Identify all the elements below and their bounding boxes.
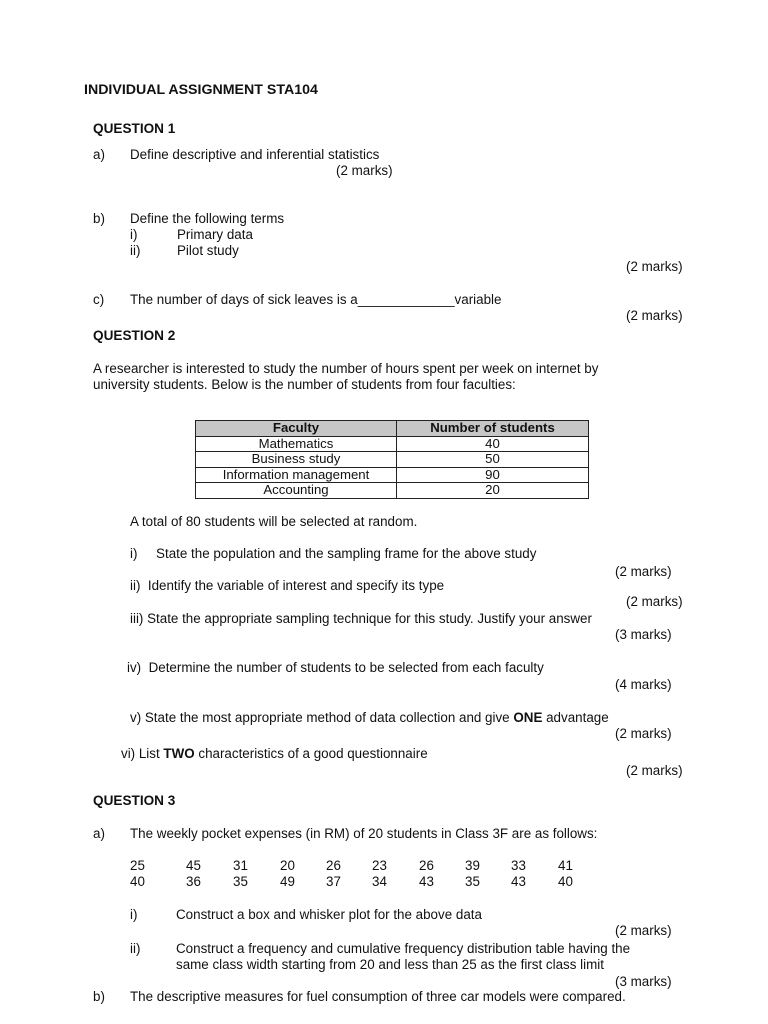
- data-value: 49: [280, 874, 295, 889]
- q2-intro-line-2: university students. Below is the number of students from four faculties:: [93, 377, 516, 392]
- q3-i-label: i): [130, 907, 138, 922]
- data-value: 37: [326, 874, 341, 889]
- q2-intro-line-1: A researcher is interested to study the number of hours spent per week on internet by: [93, 361, 599, 376]
- table-cell-count: 50: [397, 452, 589, 468]
- data-value: 45: [186, 858, 201, 873]
- q1-b-marks: (2 marks): [626, 259, 683, 274]
- q1-c-marks: (2 marks): [626, 308, 683, 323]
- data-value: 26: [419, 858, 434, 873]
- data-value: 33: [511, 858, 526, 873]
- q2-vi-text-end: characteristics of a good questionnaire: [194, 746, 428, 761]
- q2-iii-text: iii) State the appropriate sampling technique for this study. Justify your answer: [130, 611, 592, 626]
- q2-total-text: A total of 80 students will be selected at random.: [130, 514, 418, 529]
- q1-c-text: The number of days of sick leaves is a_____________variable: [130, 292, 502, 307]
- q1-b-ii-label: ii): [130, 243, 141, 258]
- q2-iv-marks: (4 marks): [615, 677, 672, 692]
- table-cell-count: 20: [397, 483, 589, 499]
- q3-a-text: The weekly pocket expenses (in RM) of 20 students in Class 3F are as follows:: [130, 826, 598, 841]
- data-value: 40: [558, 874, 573, 889]
- data-value: 40: [130, 874, 145, 889]
- q3-b-text: The descriptive measures for fuel consumption of three car models were compared.: [130, 989, 626, 1004]
- q3-b-label: b): [93, 989, 105, 1004]
- q1-b-text: Define the following terms: [130, 211, 285, 226]
- q3-a-label: a): [93, 826, 105, 841]
- q2-vi-marks: (2 marks): [626, 763, 683, 778]
- data-value: 25: [130, 858, 145, 873]
- table-header-row: [196, 421, 589, 437]
- q2-iii-marks: (3 marks): [615, 627, 672, 642]
- q2-v-text-end: advantage: [542, 710, 609, 725]
- q1-b-i-text: Primary data: [177, 227, 253, 242]
- q3-ii-label: ii): [130, 941, 141, 956]
- q2-vi-text: [121, 747, 428, 760]
- q1-b-i-label: i): [130, 227, 138, 242]
- table-header-number-of-students: Number of students: [397, 421, 589, 437]
- q3-ii-line-1: Construct a frequency and cumulative frequency distribution table having the: [176, 941, 631, 956]
- data-value: 34: [372, 874, 387, 889]
- question-3-heading: QUESTION 3: [93, 793, 176, 808]
- q1-a-text: Define descriptive and inferential statistics: [130, 147, 380, 162]
- question-1-heading: QUESTION 1: [93, 121, 176, 136]
- data-value: 23: [372, 858, 387, 873]
- q2-v-text-start: v) State the most appropriate method of data collection and give: [130, 710, 514, 725]
- table-cell-faculty: Mathematics: [196, 436, 397, 452]
- q2-v-emphasis: ONE: [513, 710, 543, 725]
- data-value: 26: [326, 858, 341, 873]
- q2-v-text: [130, 711, 609, 724]
- table-row: [196, 452, 589, 468]
- q3-ii-marks: (3 marks): [615, 974, 672, 989]
- q2-ii-text: ii) Identify the variable of interest and specify its type: [130, 578, 445, 593]
- q2-vi-emphasis: TWO: [163, 746, 195, 761]
- table-cell-faculty: Information management: [196, 467, 397, 483]
- data-value: 43: [511, 874, 526, 889]
- data-value: 41: [558, 858, 573, 873]
- data-value: 43: [419, 874, 434, 889]
- q1-b-ii-text: Pilot study: [177, 243, 239, 258]
- table-row: [196, 467, 589, 483]
- q1-c-label: c): [93, 292, 105, 307]
- q2-ii-marks: (2 marks): [626, 594, 683, 609]
- table-cell-count: 40: [397, 436, 589, 452]
- table-cell-count: 90: [397, 467, 589, 483]
- q3-i-marks: (2 marks): [615, 923, 672, 938]
- table-row: [196, 483, 589, 499]
- faculty-table: [195, 420, 589, 499]
- document-title: INDIVIDUAL ASSIGNMENT STA104: [84, 82, 318, 98]
- q1-a-label: a): [93, 147, 105, 162]
- q3-i-text: Construct a box and whisker plot for the above data: [176, 907, 482, 922]
- data-value: 39: [465, 858, 480, 873]
- table-cell-faculty: Business study: [196, 452, 397, 468]
- q2-vi-text-start: vi) List: [121, 746, 164, 761]
- data-value: 20: [280, 858, 295, 873]
- q2-i-marks: (2 marks): [615, 564, 672, 579]
- q3-ii-line-2: same class width starting from 20 and less than 25 as the first class limit: [176, 957, 604, 972]
- q2-v-marks: (2 marks): [615, 726, 672, 741]
- data-value: 35: [465, 874, 480, 889]
- q2-iv-text: iv) Determine the number of students to be selected from each faculty: [127, 660, 544, 675]
- data-value: 36: [186, 874, 201, 889]
- q2-i-text: i) State the population and the sampling frame for the above study: [130, 546, 537, 561]
- q1-a-marks: (2 marks): [336, 163, 393, 178]
- question-2-heading: QUESTION 2: [93, 328, 176, 343]
- data-value: 31: [233, 858, 248, 873]
- table-cell-faculty: Accounting: [196, 483, 397, 499]
- q1-b-label: b): [93, 211, 105, 226]
- table-row: [196, 436, 589, 452]
- data-value: 35: [233, 874, 248, 889]
- table-header-faculty: Faculty: [196, 421, 397, 437]
